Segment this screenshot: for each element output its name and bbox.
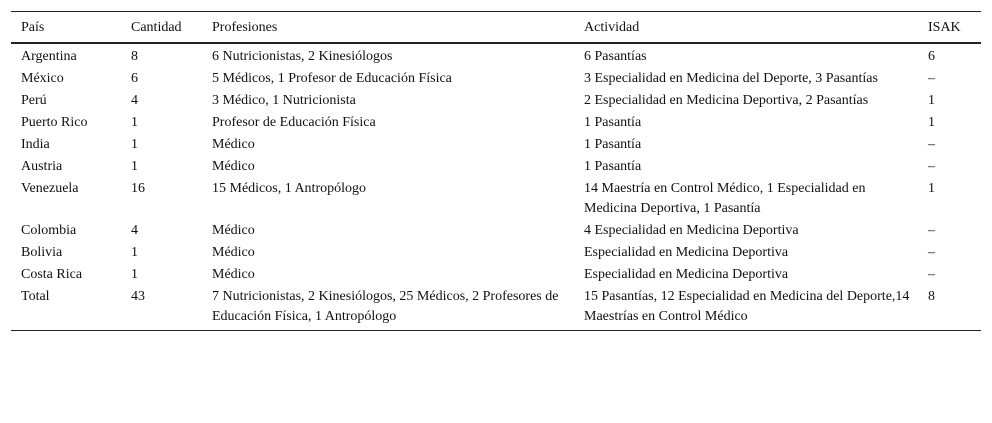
table-row — [11, 135, 981, 157]
cell-cantidad: 1 — [131, 244, 138, 260]
cell-profesiones: Médico — [212, 158, 255, 174]
table-row — [11, 179, 981, 221]
cell-actividad: 14 Maestría en Control Médico, 1 Especialidad en Medicina Deportiva, 1 Pasantía — [584, 180, 866, 216]
cell-pais: India — [21, 136, 50, 152]
cell-actividad: Especialidad en Medicina Deportiva — [584, 266, 789, 282]
header-isak: ISAK — [918, 12, 981, 43]
header-pais: País — [11, 12, 121, 43]
cell-pais: Argentina — [21, 48, 77, 64]
cell-profesiones: 15 Médicos, 1 Antropólogo — [212, 180, 366, 196]
cell-profesiones: 3 Médico, 1 Nutricionista — [212, 92, 356, 108]
cell-pais: Perú — [21, 92, 47, 108]
table-row — [11, 43, 981, 69]
header-actividad: Actividad — [574, 12, 918, 43]
cell-pais: Puerto Rico — [21, 114, 88, 130]
cell-cantidad: 1 — [131, 158, 138, 174]
cell-cantidad: 16 — [131, 180, 145, 196]
table-row — [11, 243, 981, 265]
cell-isak: 6 — [928, 48, 935, 64]
cell-actividad: 1 Pasantía — [584, 114, 642, 130]
cell-actividad: Especialidad en Medicina Deportiva — [584, 244, 789, 260]
cell-pais: Colombia — [21, 222, 77, 238]
cell-actividad: 6 Pasantías — [584, 48, 647, 64]
cell-isak: – — [928, 70, 935, 86]
header-cantidad: Cantidad — [121, 12, 202, 43]
cell-profesiones: Médico — [212, 222, 255, 238]
cell-profesiones: Profesor de Educación Física — [212, 114, 376, 130]
cell-cantidad: 4 — [131, 222, 138, 238]
cell-cantidad: 1 — [131, 136, 138, 152]
table-row — [11, 69, 981, 91]
cell-pais: México — [21, 70, 64, 86]
cell-isak: 1 — [928, 114, 935, 130]
table-row — [11, 91, 981, 113]
cell-actividad: 15 Pasantías, 12 Especialidad en Medicina del Deporte,14 Maestrías en Control Médico — [584, 288, 910, 324]
cell-pais: Costa Rica — [21, 266, 83, 282]
cell-profesiones: 7 Nutricionistas, 2 Kinesiólogos, 25 Médicos, 2 Profesores de Educación Física, 1 Antropólogo — [212, 288, 559, 324]
cell-actividad: 1 Pasantía — [584, 136, 642, 152]
cell-isak: 1 — [928, 92, 935, 108]
header-row — [11, 12, 981, 43]
cell-cantidad: 4 — [131, 92, 138, 108]
cell-isak: – — [928, 266, 935, 282]
table-row — [11, 113, 981, 135]
cell-actividad: 4 Especialidad en Medicina Deportiva — [584, 222, 799, 238]
table-row — [11, 157, 981, 179]
header-profesiones: Profesiones — [202, 12, 574, 43]
cell-pais: Total — [21, 288, 50, 304]
cell-cantidad: 8 — [131, 48, 138, 64]
cell-profesiones: 6 Nutricionistas, 2 Kinesiólogos — [212, 48, 393, 64]
cell-profesiones: Médico — [212, 244, 255, 260]
cell-profesiones: Médico — [212, 136, 255, 152]
cell-cantidad: 1 — [131, 266, 138, 282]
cell-actividad: 3 Especialidad en Medicina del Deporte, 3 Pasantías — [584, 70, 878, 86]
cell-profesiones: 5 Médicos, 1 Profesor de Educación Física — [212, 70, 452, 86]
cell-actividad: 2 Especialidad en Medicina Deportiva, 2 Pasantías — [584, 92, 869, 108]
cell-cantidad: 43 — [131, 288, 145, 304]
cell-pais: Bolivia — [21, 244, 63, 260]
cell-pais: Austria — [21, 158, 63, 174]
cell-isak: – — [928, 158, 935, 174]
cell-cantidad: 1 — [131, 114, 138, 130]
cell-cantidad: 6 — [131, 70, 138, 86]
data-table — [11, 11, 981, 331]
cell-isak: 1 — [928, 180, 935, 196]
table-row — [11, 265, 981, 287]
cell-isak: – — [928, 136, 935, 152]
cell-profesiones: Médico — [212, 266, 255, 282]
cell-isak: – — [928, 244, 935, 260]
table-row — [11, 287, 981, 331]
table-row — [11, 221, 981, 243]
cell-isak: – — [928, 222, 935, 238]
cell-isak: 8 — [928, 288, 935, 304]
cell-pais: Venezuela — [21, 180, 79, 196]
cell-actividad: 1 Pasantía — [584, 158, 642, 174]
